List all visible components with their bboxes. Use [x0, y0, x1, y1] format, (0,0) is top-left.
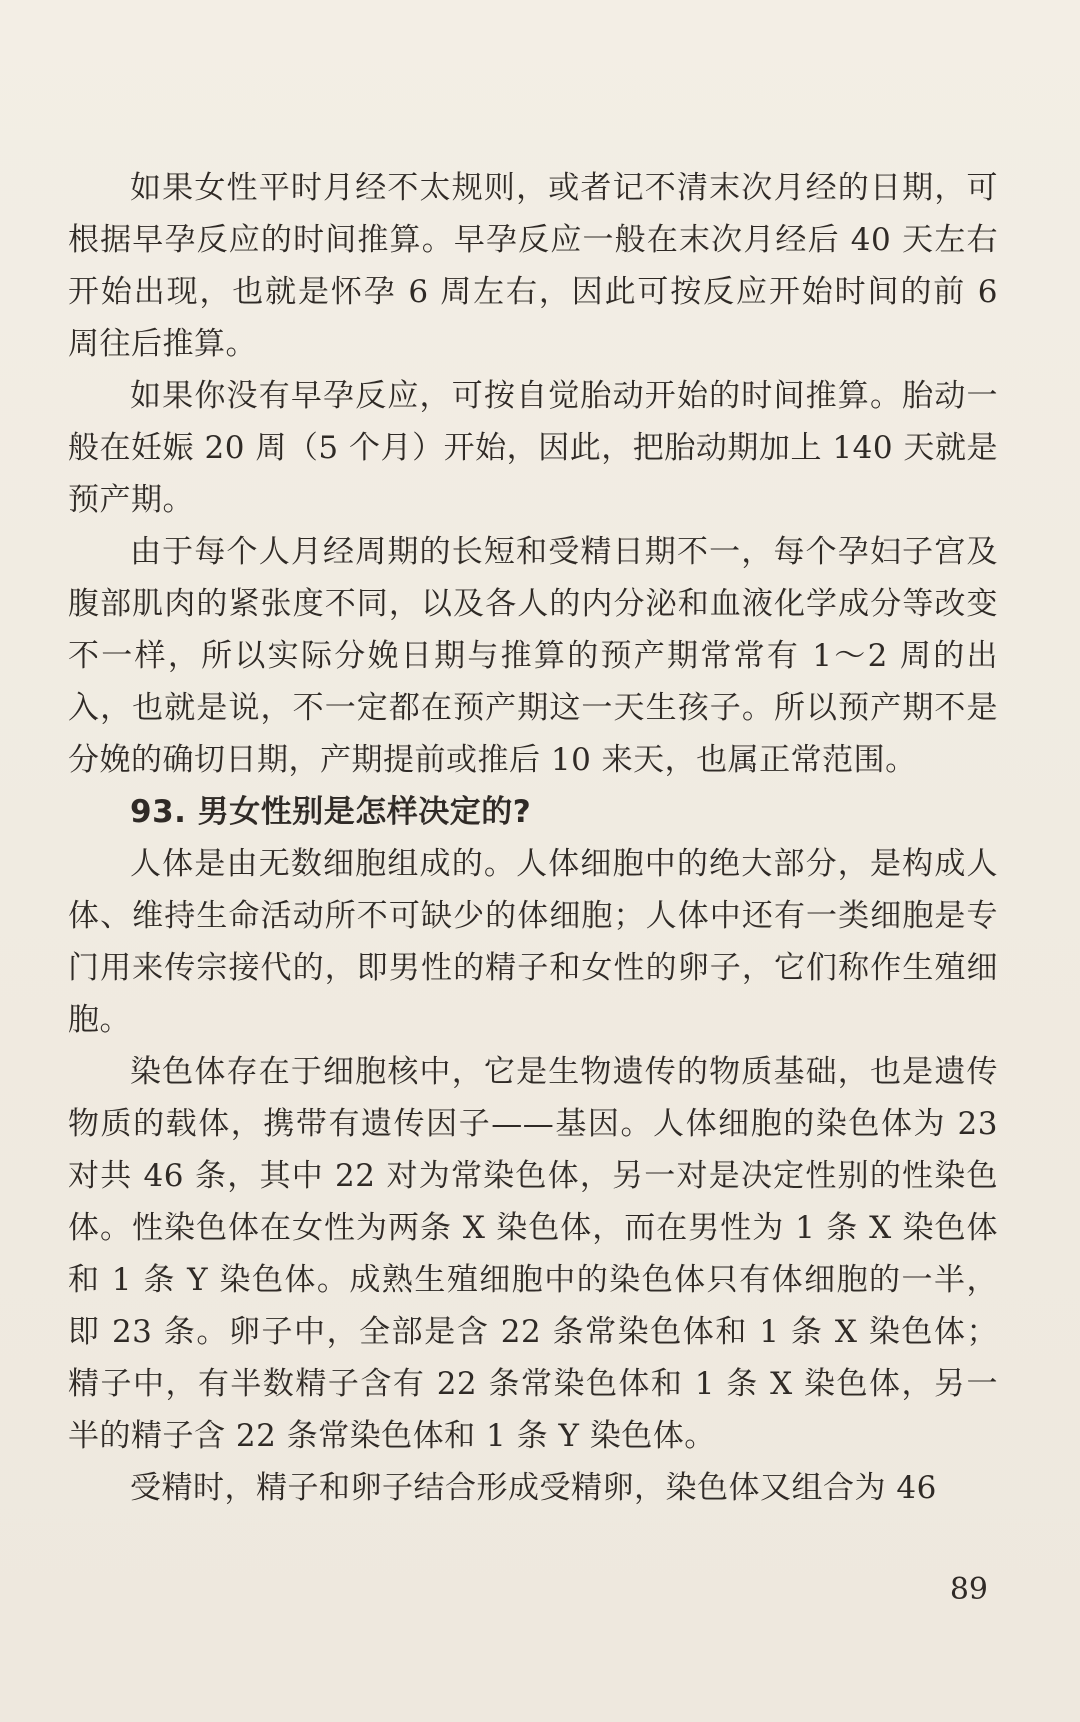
page-number: 89: [949, 1572, 988, 1607]
paragraph-3: 由于每个人月经周期的长短和受精日期不一，每个孕妇子宫及腹部肌肉的紧张度不同，以及各人的内分泌和血液化学成分等改变不一样，所以实际分娩日期与推算的预产期常常有 1～2 周的出入，也就是说，不一定都在预产期这一天生孩子。所以预产期不是分娩的确切日期，产期提前或推后 10 来天，也属正常范围。: [68, 534, 998, 778]
page-content: [68, 162, 998, 1514]
paragraph-2: 如果你没有早孕反应，可按自觉胎动开始的时间推算。胎动一般在妊娠 20 周（5 个月）开始，因此，把胎动期加上 140 天就是预产期。: [68, 378, 998, 518]
section-paragraph-1: 人体是由无数细胞组成的。人体细胞中的绝大部分，是构成人体、维持生命活动所不可缺少的体细胞；人体中还有一类细胞是专门用来传宗接代的，即男性的精子和女性的卵子，它们称作生殖细胞。: [68, 846, 998, 1038]
section-paragraph-3: 受精时，精子和卵子结合形成受精卵，染色体又组合为 46: [130, 1470, 937, 1506]
section-heading: 93. 男女性别是怎样决定的?: [130, 794, 532, 830]
paragraph-1: 如果女性平时月经不太规则，或者记不清末次月经的日期，可根据早孕反应的时间推算。早孕反应一般在末次月经后 40 天左右开始出现，也就是怀孕 6 周左右，因此可按反应开始时间的前 6 周往后推算。: [68, 170, 998, 362]
section-paragraph-2: 染色体存在于细胞核中，它是生物遗传的物质基础，也是遗传物质的载体，携带有遗传因子——基因。人体细胞的染色体为 23 对共 46 条，其中 22 对为常染色体，另一对是决定性别的性染色体。性染色体在女性为两条 X 染色体，而在男性为 1 条 X 染色体和 1 条 Y 染色体。成熟生殖细胞中的染色体只有体细胞的一半，即 23 条。卵子中，全部是含 22 条常染色体和 1 条 X 染色体；精子中，有半数精子含有 22 条常染色体和 1 条 X 染色体，另一半的精子含 22 条常染色体和 1 条 Y 染色体。: [68, 1054, 998, 1454]
